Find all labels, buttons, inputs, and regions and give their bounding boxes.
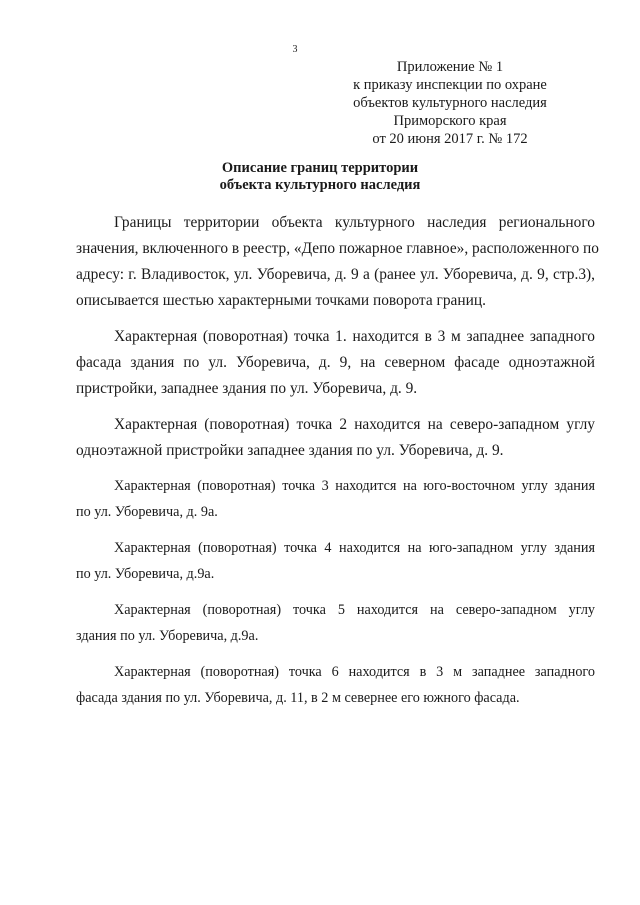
page-number: 3: [292, 44, 298, 55]
paragraph-line: Характерная (поворотная) точка 5 находится на северо-западном углу: [114, 601, 595, 618]
paragraph-line: адресу: г. Владивосток, ул. Уборевича, д. 9 а (ранее ул. Уборевича, д. 9, стр.3),: [76, 266, 595, 283]
annex-line: Приморского края: [393, 113, 507, 129]
paragraph-line: по ул. Уборевича, д. 9а.: [76, 504, 218, 521]
paragraph-line: Характерная (поворотная) точка 2 находится на северо-западном углу: [114, 415, 595, 433]
paragraph-line: фасада здания по ул. Уборевича, д. 11, в 2 м севернее его южного фасада.: [76, 689, 520, 706]
document-body: [76, 210, 599, 721]
paragraph-point-3: [76, 473, 595, 525]
paragraph-line: значения, включенного в реестр, «Депо пожарное главное», расположенного по: [76, 240, 599, 257]
paragraph-line: пристройки, западнее здания по ул. Уборевича, д. 9.: [76, 379, 418, 397]
paragraph-line: Характерная (поворотная) точка 6 находится в 3 м западнее западного: [114, 663, 595, 680]
annex-line: от 20 июня 2017 г. № 172: [372, 131, 528, 147]
paragraph-line: Характерная (поворотная) точка 4 находится на юго-западном углу здания: [114, 540, 595, 557]
annex-line: Приложение № 1: [396, 59, 504, 75]
annex-line: к приказу инспекции по охране: [353, 77, 547, 93]
paragraph-intro: [76, 210, 599, 314]
title-line: Описание границ территории: [221, 160, 419, 176]
paragraph-point-4: [76, 535, 595, 587]
title-line: объекта культурного наследия: [219, 177, 421, 193]
paragraph-line: здания по ул. Уборевича, д.9а.: [76, 627, 259, 644]
paragraph-line: фасада здания по ул. Уборевича, д. 9, на северном фасаде одноэтажной: [76, 353, 595, 371]
annex-header: [330, 58, 570, 148]
paragraph-line: Границы территории объекта культурного наследия регионального: [114, 214, 595, 231]
annex-line: объектов культурного наследия: [353, 95, 547, 111]
paragraph-line: по ул. Уборевича, д.9а.: [76, 566, 215, 583]
paragraph-line: Характерная (поворотная) точка 3 находится на юго-восточном углу здания: [114, 478, 595, 495]
paragraph-point-5: [76, 597, 595, 649]
document-title: [0, 160, 640, 194]
paragraph-line: описывается шестью характерными точками поворота границ.: [76, 292, 486, 309]
paragraph-point-1: [76, 324, 595, 402]
paragraph-point-2: [76, 412, 595, 464]
paragraph-point-6: [76, 659, 595, 711]
paragraph-line: одноэтажной пристройки западнее здания по ул. Уборевича, д. 9.: [76, 441, 504, 459]
paragraph-line: Характерная (поворотная) точка 1. находится в 3 м западнее западного: [114, 327, 595, 345]
